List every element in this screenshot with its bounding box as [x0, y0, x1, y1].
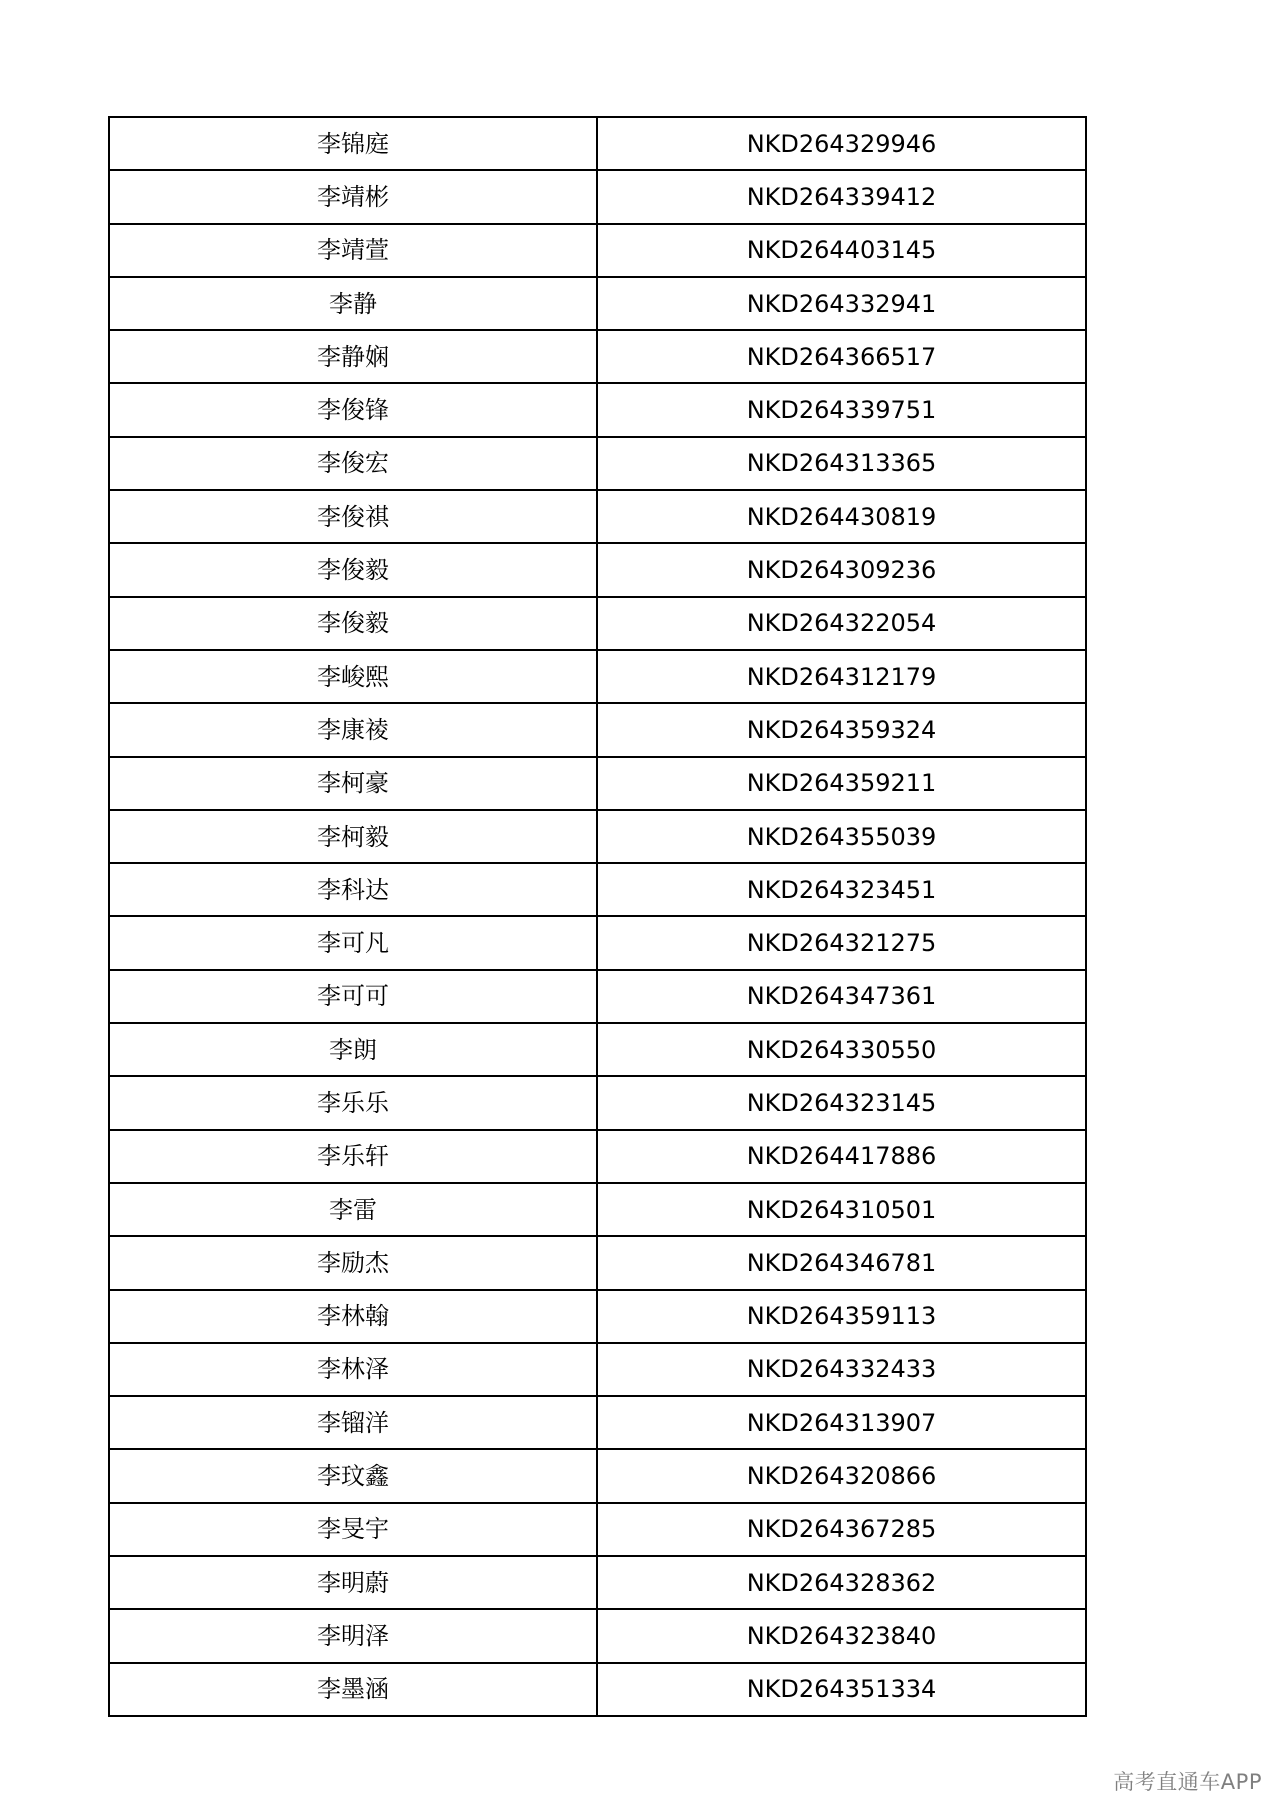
name-cell: 李靖萱: [109, 224, 597, 277]
name-cell: 李靖彬: [109, 170, 597, 223]
id-cell: NKD264417886: [597, 1130, 1086, 1183]
table-row: [109, 1396, 1086, 1449]
table-row: [109, 757, 1086, 810]
table-row: [109, 1503, 1086, 1556]
id-cell: NKD264320866: [597, 1449, 1086, 1502]
name-cell: 李锦庭: [109, 117, 597, 170]
name-cell: 李俊毅: [109, 597, 597, 650]
table-row: [109, 1609, 1086, 1662]
name-cell: 李柯毅: [109, 810, 597, 863]
id-cell: NKD264359211: [597, 757, 1086, 810]
table-row: [109, 330, 1086, 383]
table-row: [109, 597, 1086, 650]
table-row: [109, 1449, 1086, 1502]
name-cell: 李明蔚: [109, 1556, 597, 1609]
id-cell: NKD264339412: [597, 170, 1086, 223]
table-row: [109, 1663, 1086, 1716]
table-row: [109, 437, 1086, 490]
id-cell: NKD264351334: [597, 1663, 1086, 1716]
id-cell: NKD264332433: [597, 1343, 1086, 1396]
id-cell: NKD264312179: [597, 650, 1086, 703]
name-cell: 李乐轩: [109, 1130, 597, 1183]
name-cell: 李林泽: [109, 1343, 597, 1396]
id-cell: NKD264347361: [597, 970, 1086, 1023]
id-cell: NKD264359324: [597, 703, 1086, 756]
name-cell: 李可凡: [109, 916, 597, 969]
table-row: [109, 1343, 1086, 1396]
table-row: [109, 277, 1086, 330]
table-row: [109, 1130, 1086, 1183]
id-cell: NKD264430819: [597, 490, 1086, 543]
id-cell: NKD264366517: [597, 330, 1086, 383]
table-row: [109, 1023, 1086, 1076]
id-cell: NKD264323145: [597, 1076, 1086, 1129]
table-row: [109, 490, 1086, 543]
id-cell: NKD264332941: [597, 277, 1086, 330]
name-cell: 李明泽: [109, 1609, 597, 1662]
id-cell: NKD264310501: [597, 1183, 1086, 1236]
name-cell: 李镏洋: [109, 1396, 597, 1449]
name-cell: 李柯豪: [109, 757, 597, 810]
id-cell: NKD264309236: [597, 543, 1086, 596]
table-row: [109, 117, 1086, 170]
id-cell: NKD264321275: [597, 916, 1086, 969]
table-row: [109, 650, 1086, 703]
table-row: [109, 970, 1086, 1023]
table-row: [109, 224, 1086, 277]
name-cell: 李峻熙: [109, 650, 597, 703]
candidate-table-body: [109, 117, 1086, 1716]
name-cell: 李科达: [109, 863, 597, 916]
id-cell: NKD264323840: [597, 1609, 1086, 1662]
table-row: [109, 1183, 1086, 1236]
watermark-text: 高考直通车APP: [1113, 1770, 1262, 1794]
id-cell: NKD264313907: [597, 1396, 1086, 1449]
candidate-table: [108, 116, 1087, 1717]
name-cell: 李乐乐: [109, 1076, 597, 1129]
id-cell: NKD264359113: [597, 1290, 1086, 1343]
name-cell: 李朗: [109, 1023, 597, 1076]
table-row: [109, 1290, 1086, 1343]
table-row: [109, 810, 1086, 863]
name-cell: 李旻宇: [109, 1503, 597, 1556]
name-cell: 李林翰: [109, 1290, 597, 1343]
id-cell: NKD264346781: [597, 1236, 1086, 1289]
name-cell: 李雷: [109, 1183, 597, 1236]
id-cell: NKD264328362: [597, 1556, 1086, 1609]
id-cell: NKD264339751: [597, 383, 1086, 436]
table-row: [109, 916, 1086, 969]
name-cell: 李励杰: [109, 1236, 597, 1289]
id-cell: NKD264323451: [597, 863, 1086, 916]
name-cell: 李俊宏: [109, 437, 597, 490]
id-cell: NKD264355039: [597, 810, 1086, 863]
id-cell: NKD264313365: [597, 437, 1086, 490]
name-cell: 李可可: [109, 970, 597, 1023]
id-cell: NKD264329946: [597, 117, 1086, 170]
table-row: [109, 383, 1086, 436]
table-row: [109, 1076, 1086, 1129]
id-cell: NKD264330550: [597, 1023, 1086, 1076]
table-row: [109, 703, 1086, 756]
name-cell: 李俊祺: [109, 490, 597, 543]
id-cell: NKD264367285: [597, 1503, 1086, 1556]
table-row: [109, 543, 1086, 596]
name-cell: 李俊毅: [109, 543, 597, 596]
name-cell: 李玟鑫: [109, 1449, 597, 1502]
table-row: [109, 1236, 1086, 1289]
name-cell: 李静娴: [109, 330, 597, 383]
name-cell: 李康祾: [109, 703, 597, 756]
name-cell: 李俊锋: [109, 383, 597, 436]
id-cell: NKD264322054: [597, 597, 1086, 650]
name-cell: 李墨涵: [109, 1663, 597, 1716]
name-cell: 李静: [109, 277, 597, 330]
table-row: [109, 1556, 1086, 1609]
id-cell: NKD264403145: [597, 224, 1086, 277]
table-row: [109, 170, 1086, 223]
table-row: [109, 863, 1086, 916]
